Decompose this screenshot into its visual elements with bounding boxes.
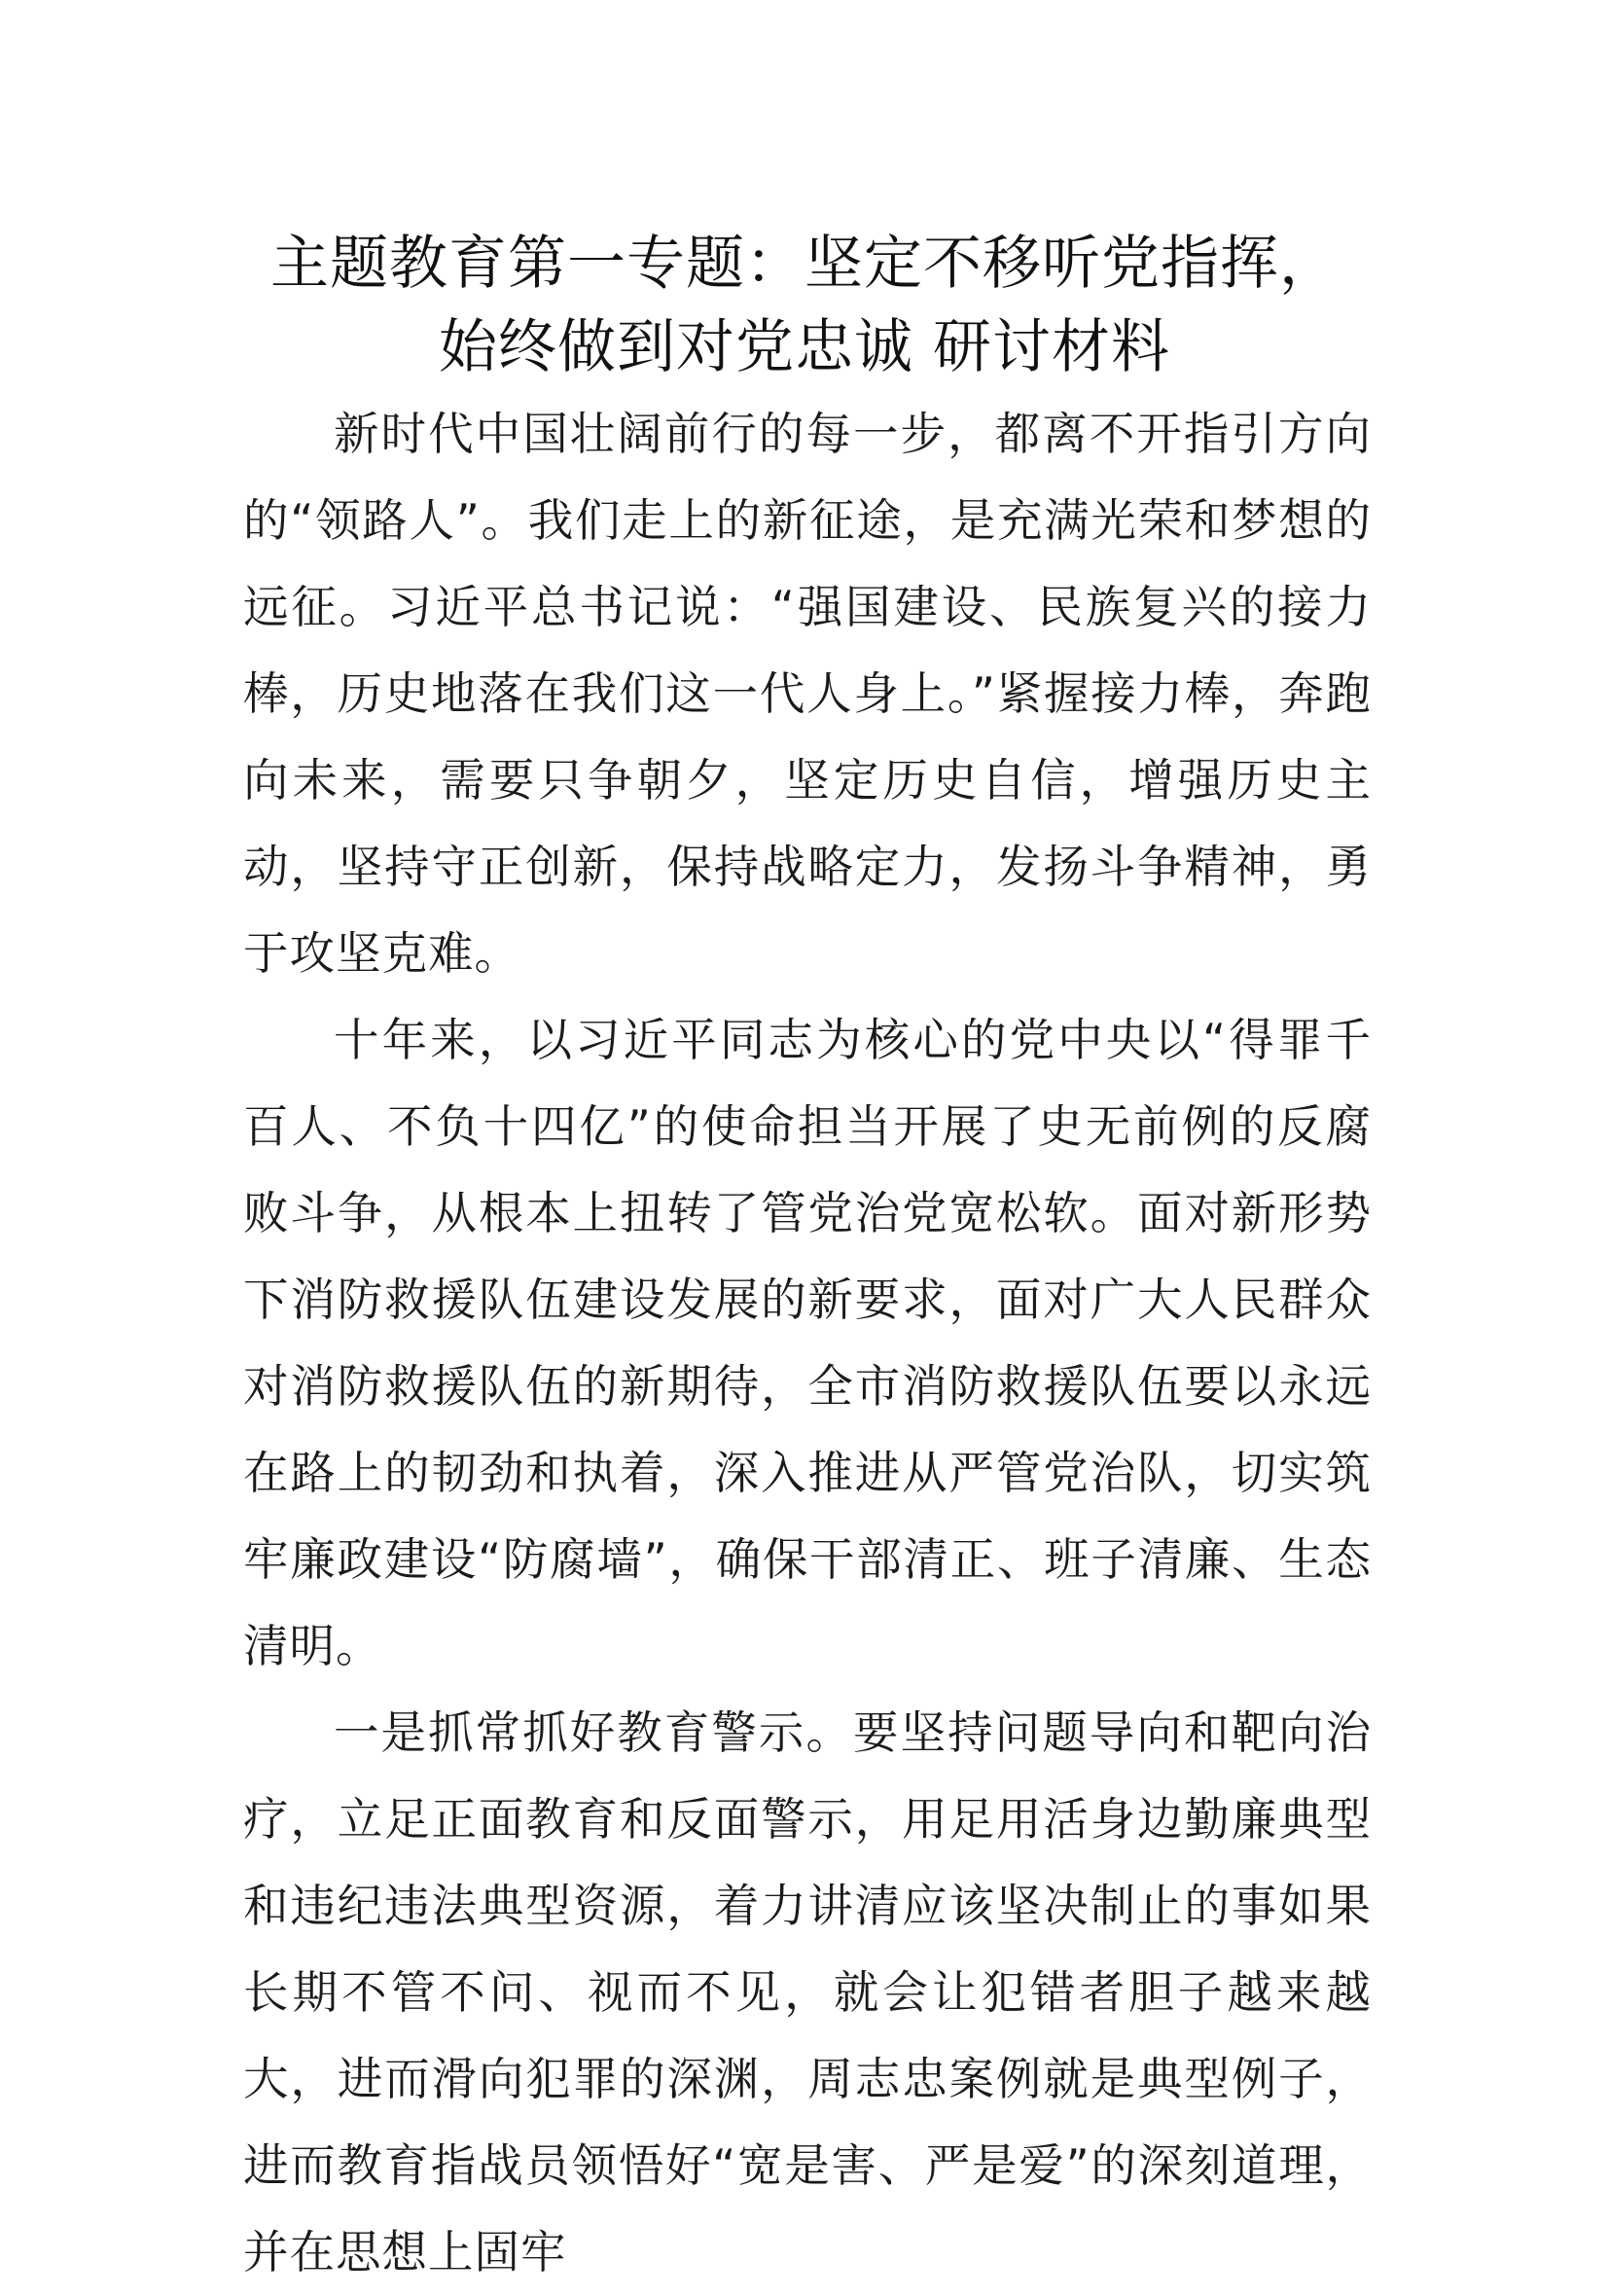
paragraph-1: 新时代中国壮阔前行的每一步，都离不开指引方向的“领路人”。我们走上的新征途，是充满光荣和梦想的远征。习近平总书记说：“强国建设、民族复兴的接力棒，历史地落在我们这一代人身上。”紧握接力棒，奔跑向未来，需要只争朝夕，坚定历史自信，增强历史主动，坚持守正创新，保持战略定力，发扬斗争精神，勇于攻坚克难。 <box>243 408 1372 980</box>
document-title <box>195 222 1414 389</box>
paragraph-3: 一是抓常抓好教育警示。要坚持问题导向和靶向治疗，立足正面教育和反面警示，用足用活身边勤廉典型和违纪违法典型资源，着力讲清应该坚决制止的事如果长期不管不问、视而不见，就会让犯错者胆子越来越大，进而滑向犯罪的深渊，周志忠案例就是典型例子，进而教育指战员领悟好“宽是害、严是爱”的深刻道理，并在思想上固牢 <box>243 1706 1372 2278</box>
title-line-1: 主题教育第一专题：坚定不移听党指挥， <box>270 230 1339 298</box>
document-body <box>243 391 1372 2296</box>
title-line-2: 始终做到对党忠诚 研讨材料 <box>438 313 1171 381</box>
paragraph-2: 十年来，以习近平同志为核心的党中央以“得罪千百人、不负十四亿”的使命担当开展了史无前例的反腐败斗争，从根本上扭转了管党治党宽松软。面对新形势下消防救援队伍建设发展的新要求，面对广大人民群众对消防救援队伍的新期待，全市消防救援队伍要以永远在路上的韧劲和执着，深入推进从严管党治队，切实筑牢廉政建设“防腐墙”，确保干部清正、班子清廉、生态清明。 <box>243 1014 1372 1672</box>
